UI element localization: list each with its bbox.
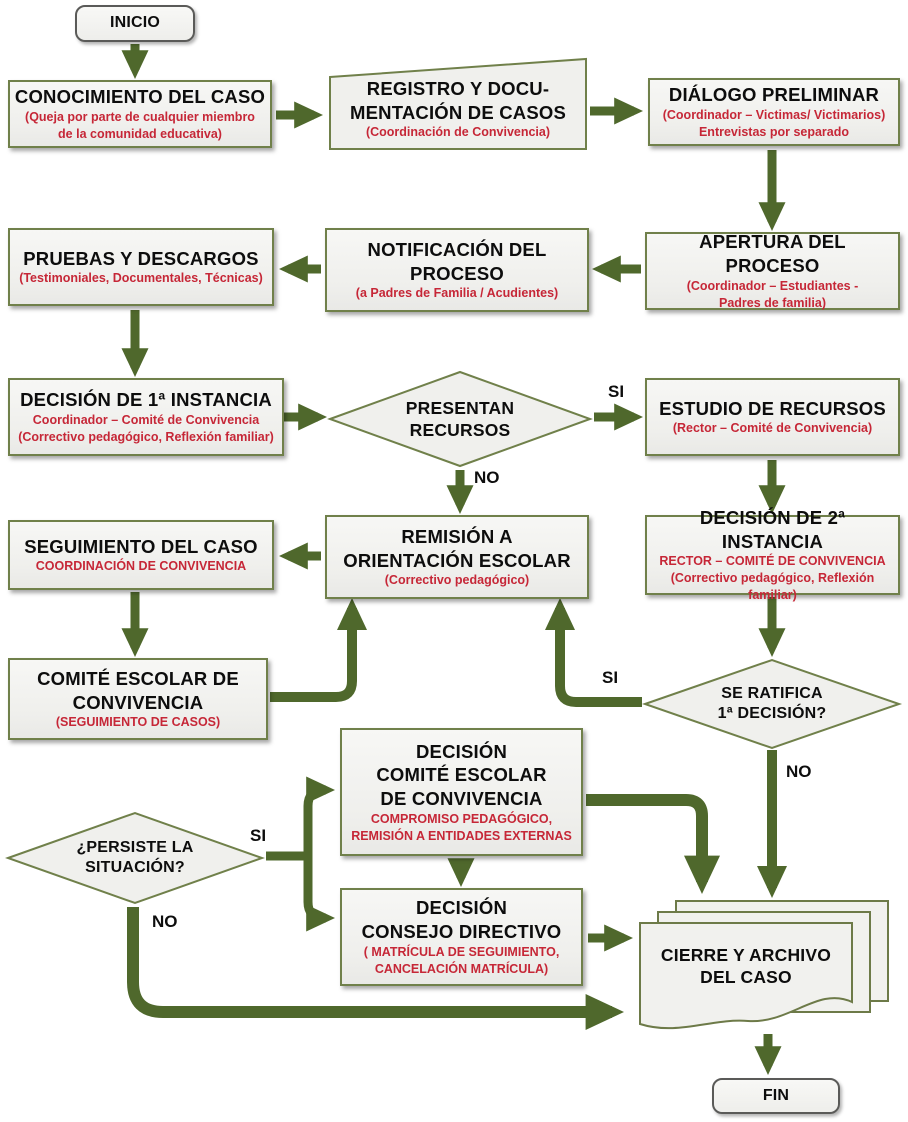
node-ratifica (680, 680, 864, 728)
node-title: ¿PERSISTE LA (76, 838, 194, 856)
node-title: NOTIFICACIÓN DEL (367, 238, 547, 260)
node-decision2 (645, 507, 900, 603)
node-subtext: (Testimoniales, Documentales, Técnicas) (19, 271, 263, 286)
node-remision (325, 515, 589, 599)
node-title: MENTACIÓN DE CASOS (349, 101, 567, 123)
label-si-recursos: SI (608, 382, 625, 401)
node-subtext: Padres de familia) (719, 295, 826, 310)
node-title: APERTURA DEL PROCESO (699, 231, 846, 277)
node-title: PRESENTAN (405, 397, 515, 418)
node-title: SEGUIMIENTO DEL CASO (24, 535, 258, 557)
node-title: COMITÉ ESCOLAR (376, 764, 547, 786)
arrow-decision-comite-cierre (586, 800, 702, 882)
label-no-ratifica: NO (786, 762, 812, 781)
node-subtext: (SEGUIMIENTO DE CASOS) (55, 715, 221, 730)
node-title: REMISIÓN A (401, 525, 513, 547)
node-apertura (645, 232, 900, 310)
node-subtext: (Correctivo pedagógico, Reflexión familiar) (670, 571, 875, 603)
arrow-comite-remision (270, 608, 352, 697)
node-seguimiento (8, 520, 274, 590)
label-si-persiste: SI (250, 826, 267, 845)
node-subtext: (Correctivo pedagógico) (384, 573, 530, 588)
node-notificacion (325, 228, 589, 312)
label-si-ratifica: SI (602, 668, 619, 687)
node-title: CONOCIMIENTO DEL CASO (14, 86, 266, 108)
node-title: CIERRE Y ARCHIVO (660, 944, 832, 965)
node-presentan (360, 392, 560, 446)
node-title: DECISIÓN (415, 740, 508, 762)
node-dialogo (648, 78, 900, 146)
node-title: DECISIÓN DE 2ª INSTANCIA (699, 507, 846, 552)
node-subtext: REMISIÓN A ENTIDADES EXTERNAS (351, 828, 572, 843)
node-subtext: COORDINACIÓN DE CONVIVENCIA (35, 559, 247, 574)
node-title: ESTUDIO DE RECURSOS (659, 397, 886, 419)
node-subtext: Entrevistas por separado (698, 124, 850, 139)
node-title: FIN (762, 1086, 790, 1104)
node-consejo-directivo (340, 888, 583, 986)
node-title: PRUEBAS Y DESCARGOS (23, 247, 259, 269)
node-subtext: (Coordinación de Convivencia) (365, 125, 551, 140)
node-title: COMITÉ ESCOLAR DE (37, 667, 239, 689)
node-title: CONVIVENCIA (72, 691, 204, 713)
node-subtext: (Coordinador – Victimas/ Victimarios) (662, 107, 886, 122)
node-pruebas (8, 228, 274, 306)
node-fin (712, 1078, 840, 1114)
node-inicio (75, 5, 195, 42)
node-subtext: CANCELACIÓN MATRÍCULA) (374, 961, 549, 976)
node-title: DE CONVIVENCIA (380, 787, 543, 809)
node-estudio (645, 378, 900, 456)
node-subtext: (Coordinador – Estudiantes - (686, 278, 859, 293)
label-no-recursos: NO (474, 468, 500, 487)
node-title: DEL CASO (700, 967, 792, 987)
node-subtext: Coordinador – Comité de Convivencia (32, 412, 260, 427)
node-subtext: (a Padres de Familia / Acudientes) (355, 286, 559, 301)
node-subtext: COMPROMISO PEDAGÓGICO, (370, 811, 553, 826)
node-subtext: (Queja por parte de cualquier miembro (25, 109, 255, 124)
node-title: ORIENTACIÓN ESCOLAR (343, 549, 571, 571)
node-cierre (650, 938, 842, 994)
node-subtext: (Correctivo pedagógico, Reflexión familiar) (18, 429, 274, 444)
node-title: DECISIÓN DE 1ª INSTANCIA (20, 389, 272, 411)
label-no-persiste: NO (152, 912, 178, 931)
node-subtext: (Rector – Comité de Convivencia) (672, 421, 873, 436)
node-subtext: ( MATRÍCULA DE SEGUIMIENTO, (363, 944, 560, 959)
node-title: DECISIÓN (415, 897, 508, 919)
node-title: INICIO (109, 14, 161, 32)
node-registro (332, 70, 584, 148)
node-title: SITUACIÓN? (85, 859, 185, 876)
node-title: CONSEJO DIRECTIVO (361, 921, 562, 943)
arrow-persiste-si-decision-comite (308, 790, 326, 860)
node-title: DIÁLOGO PRELIMINAR (668, 84, 880, 106)
node-decision-comite (340, 728, 583, 856)
node-persiste (43, 834, 227, 882)
node-subtext: de la comunidad educativa) (58, 126, 222, 141)
node-title: SE RATIFICA (721, 684, 823, 702)
node-title: PROCESO (410, 262, 504, 284)
node-decision1 (8, 378, 284, 456)
node-title: REGISTRO Y DOCU- (366, 77, 550, 99)
arrow-ratifica-si-remision (560, 608, 642, 702)
node-subtext: RECTOR – COMITÉ DE CONVIVENCIA (659, 554, 886, 569)
node-title: RECURSOS (409, 420, 511, 440)
node-title: 1ª DECISIÓN? (717, 705, 827, 722)
node-conocimiento (8, 80, 272, 148)
arrow-persiste-si-consejo (308, 852, 326, 918)
node-comite (8, 658, 268, 740)
